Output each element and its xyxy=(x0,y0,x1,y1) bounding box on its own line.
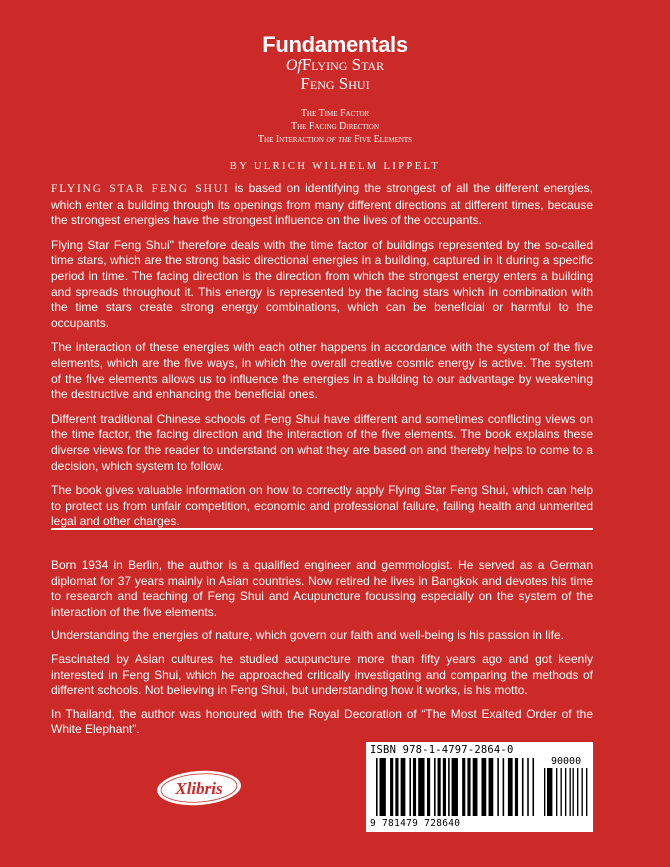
barcode-bar xyxy=(448,758,450,816)
price-code: 90000 xyxy=(551,756,582,767)
description-paragraph: Different traditional Chinese schools of Feng Shui have different and sometimes conflicting views on the time factor, the facing direction and the interaction of the five elements. The book explains these diverse views for the reader to understand on what they are based on and thereby helps to come to a decision, which system to follow. xyxy=(51,411,593,473)
bio-paragraph: Born 1934 in Berlin, the author is a qualified engineer and gemmologist. He served as a German diplomat for 37 years mainly in Asian countries. Now retired he lives in Bangkok and devotes his time to research and teaching of Feng Shui and Acupuncture focussing especially on the system of the interaction of the five elements. xyxy=(51,558,593,619)
subtitle-of-the: of the xyxy=(326,134,352,145)
description-paragraph: The interaction of these energies with each other happens in accordance with the system of the five elements, which are the five ways, in which the overall creative cosmic energy is active. The system of the five elements allows us to influence the energies in a building to our advantage by weakening the destructive and enhancing the beneficial ones. xyxy=(51,340,593,402)
barcode-bar xyxy=(418,758,424,816)
subtitle-interaction xyxy=(0,133,670,146)
description-lead-caps: FLYING STAR FENG SHUI xyxy=(51,183,230,195)
barcode-bar xyxy=(561,768,562,816)
barcode-bar xyxy=(577,768,578,816)
addon-bars xyxy=(544,768,589,816)
title-flying-star: Flying Star xyxy=(301,55,385,74)
barcode-bar xyxy=(503,758,505,816)
isbn-barcode xyxy=(366,742,593,832)
ean13-bars xyxy=(376,758,536,816)
isbn-label: ISBN 978-1-4797-2864-0 xyxy=(370,744,514,756)
subtitle-interaction-prefix: The Interaction xyxy=(257,134,324,145)
barcode-bar xyxy=(443,758,446,816)
barcode-bar xyxy=(380,758,386,816)
section-divider xyxy=(51,528,593,530)
barcode-bar xyxy=(438,758,441,816)
barcode-bar xyxy=(556,768,557,816)
book-title: Fundamentals xyxy=(262,32,408,57)
author-bio xyxy=(51,558,593,746)
barcode-bar xyxy=(434,758,436,816)
subtitle-time-factor: The Time Factor xyxy=(300,108,370,119)
title-of: Of xyxy=(285,57,302,74)
barcode-bar xyxy=(515,758,518,816)
barcode-bar xyxy=(376,758,378,816)
barcode-bar xyxy=(427,758,430,816)
barcode-bar xyxy=(565,768,566,816)
description-paragraph: The book gives valuable information on how to correctly apply Flying Star Feng Shui, which can help to protect us from unfair competition, economic and professional failure, failing health and unmerited legal and other charges. xyxy=(51,483,593,529)
barcode-bar xyxy=(586,768,587,816)
barcode-bar xyxy=(544,768,545,816)
bio-paragraph: In Thailand, the author was honoured with the Royal Decoration of “The Most Exalted Order of the White Elephant”. xyxy=(51,706,593,737)
publisher-logo-text: Xlibris xyxy=(175,779,223,798)
barcode-bar xyxy=(489,758,494,816)
subtitle-list xyxy=(0,107,670,146)
author-byline: BY ULRICH WILHELM LIPPELT xyxy=(229,161,441,172)
book-title-line-2 xyxy=(0,56,670,75)
bio-paragraph: Understanding the energies of nature, which govern our faith and well-being is his passion in life. xyxy=(51,628,564,643)
barcode-bar xyxy=(547,768,552,816)
barcode-bar xyxy=(497,758,499,816)
subtitle-facing-direction: The Facing Direction xyxy=(290,121,380,132)
barcode-bar xyxy=(573,768,574,816)
description-paragraph: Flying Star Feng Shui" therefore deals with the time factor of buildings represented by the so-called time stars, which are the strong basic directional energies in a building, captured in it during a specific period in time. The facing direction is the direction from which the strongest energy enters a building and spreads throughout it. This energy is represented by the facing stars which in combination with the time stars create strong energy combinations, which can be beneficial or harmful to the occupants. xyxy=(51,237,593,330)
book-description xyxy=(51,181,593,539)
xlibris-logo-icon xyxy=(154,768,244,808)
barcode-bar xyxy=(522,758,524,816)
barcode-bar xyxy=(508,758,513,816)
barcode-bar xyxy=(570,768,571,816)
description-paragraph xyxy=(51,181,593,229)
barcode-bar xyxy=(527,758,529,816)
cover-header xyxy=(0,34,670,172)
barcode-bar xyxy=(452,758,458,816)
barcode-bar xyxy=(481,758,486,816)
subtitle-interaction-suffix: Five Elements xyxy=(353,134,413,145)
barcode-bar xyxy=(395,758,398,816)
title-feng-shui: Feng Shui xyxy=(300,74,370,93)
barcode-bar xyxy=(462,758,465,816)
barcode-bar xyxy=(409,758,411,816)
barcode-bar xyxy=(401,758,406,816)
barcode-bar xyxy=(390,758,393,816)
ean-digits: 9 781479 728640 xyxy=(370,818,461,829)
barcode-bar xyxy=(532,758,534,816)
bio-paragraph: Fascinated by Asian cultures he studied acupuncture more than fifty years ago and got keenly interested in Feng Shui, which he approached critically investigating and comparing the methods of different schools. Not believing in Feng Shui, but understanding how it works, is his motto. xyxy=(51,651,593,698)
barcode-bar xyxy=(473,758,478,816)
barcode-bar xyxy=(413,758,416,816)
barcode-bar xyxy=(582,768,583,816)
barcode-bar xyxy=(467,758,470,816)
publisher-logo xyxy=(154,768,244,808)
description-p1-text: is based on identifying the strongest of all the different energies, which enter a building through its openings from many different directions at different times, because the strongest energies have the strongest influence on the lives of the occupants. xyxy=(51,181,593,228)
